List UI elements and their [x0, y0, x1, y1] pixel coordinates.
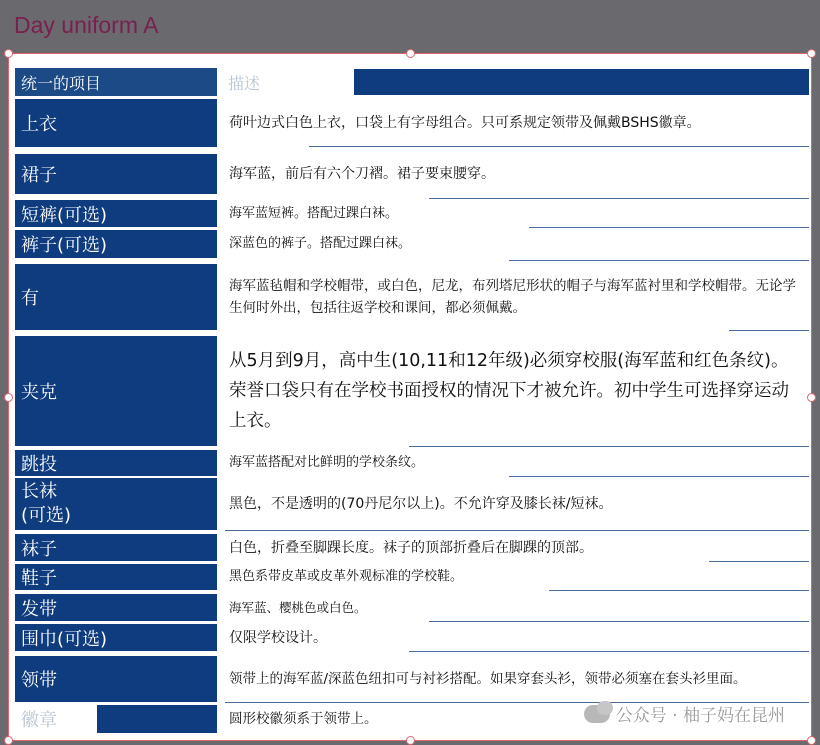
row-desc-badge: 圆形校徽须系于领带上。: [229, 711, 378, 727]
row-desc-scarf: 仅限学校设计。: [229, 629, 327, 646]
row-divider: [549, 590, 809, 591]
row-label-hairband: 发带: [15, 594, 217, 621]
row-divider: [225, 530, 809, 531]
row-desc-shirt: 荷叶边式白色上衣，口袋上有字母组合。只可系规定领带及佩戴BSHS徽章。: [229, 115, 701, 131]
resize-handle-bottom[interactable]: [406, 736, 415, 745]
resize-handle-right[interactable]: [807, 393, 816, 402]
row-desc-stockings: 黑色，不是透明的(70丹尼尔以上)。不允许穿及膝长袜/短袜。: [229, 496, 613, 512]
row-divider: [709, 561, 809, 562]
resize-handle-left[interactable]: [4, 393, 13, 402]
row-divider: [429, 621, 809, 622]
row-label-tie: 领带: [15, 656, 217, 702]
window-title: Day uniform A: [14, 12, 159, 38]
row-label-hat: 有: [15, 264, 217, 330]
row-desc-shorts: 海军蓝短裤。搭配过踝白袜。: [229, 205, 399, 221]
row-desc-trousers: 深蓝色的裤子。搭配过踝白袜。: [229, 236, 412, 251]
header-desc-label: 描述: [228, 73, 261, 93]
resize-handle-top-right[interactable]: [807, 49, 816, 58]
row-label-trousers: 裤子(可选): [15, 230, 217, 258]
row-label-badge-bar: [97, 705, 217, 733]
row-divider: [729, 330, 809, 331]
resize-handle-bottom-left[interactable]: [4, 736, 13, 745]
row-desc-jumper: 海军蓝搭配对比鲜明的学校条纹。: [229, 455, 425, 470]
row-divider: [509, 260, 809, 261]
header-bar: [354, 69, 809, 95]
row-divider: [409, 651, 809, 652]
row-desc-socks: 白色，折叠至脚踝长度。袜子的顶部折叠后在脚踝的顶部。: [229, 539, 593, 556]
title-bar: [0, 0, 820, 52]
header-item-label: 统一的项目: [15, 68, 217, 96]
watermark-text: 公众号 · 柚子妈在昆州: [615, 706, 785, 726]
row-desc-jacket: 从5月到9月，高中生(10,11和12年级)必须穿校服(海军蓝和红色条纹)。荣誉口袋只有在学校书面授权的情况下才被允许。初中学生可选择穿运动上衣。: [229, 351, 789, 431]
row-divider: [429, 198, 809, 199]
row-desc-tie: 领带上的海军蓝/深蓝色纽扣可与衬衫搭配。如果穿套头衫，领带必须塞在套头衫里面。: [229, 671, 747, 687]
row-label-stockings: 长袜 (可选): [15, 478, 217, 530]
row-label-shirt: 上衣: [15, 99, 217, 147]
row-label-jumper: 跳投: [15, 450, 217, 476]
row-label-shoes: 鞋子: [15, 564, 217, 590]
row-divider: [529, 227, 809, 228]
row-label-scarf: 围巾(可选): [15, 624, 217, 651]
row-label-badge: 徽章: [15, 705, 217, 733]
uniform-table: [9, 54, 811, 740]
row-divider: [409, 446, 809, 447]
row-divider: [509, 476, 809, 477]
resize-handle-top-left[interactable]: [4, 49, 13, 58]
row-desc-skirt: 海军蓝，前后有六个刀褶。裙子要束腰穿。: [229, 166, 495, 182]
row-desc-hat: 海军蓝毡帽和学校帽带，或白色，尼龙，布列塔尼形状的帽子与海军蓝衬里和学校帽带。无论学生何时外出，包括往返学校和课间，都必须佩戴。: [229, 278, 796, 316]
wechat-icon: [584, 705, 610, 723]
watermark: [584, 701, 785, 726]
row-desc-shoes: 黑色系带皮革或皮革外观标准的学校鞋。: [229, 569, 464, 584]
row-desc-hairband: 海军蓝、樱桃色或白色。: [229, 599, 367, 615]
resize-handle-top[interactable]: [406, 49, 415, 58]
row-divider: [309, 146, 809, 147]
row-label-socks: 袜子: [15, 534, 217, 561]
row-label-shorts: 短裤(可选): [15, 200, 217, 227]
row-label-jacket: 夹克: [15, 336, 217, 446]
resize-handle-bottom-right[interactable]: [807, 736, 816, 745]
uniform-image[interactable]: [8, 53, 812, 741]
row-label-skirt: 裙子: [15, 154, 217, 194]
